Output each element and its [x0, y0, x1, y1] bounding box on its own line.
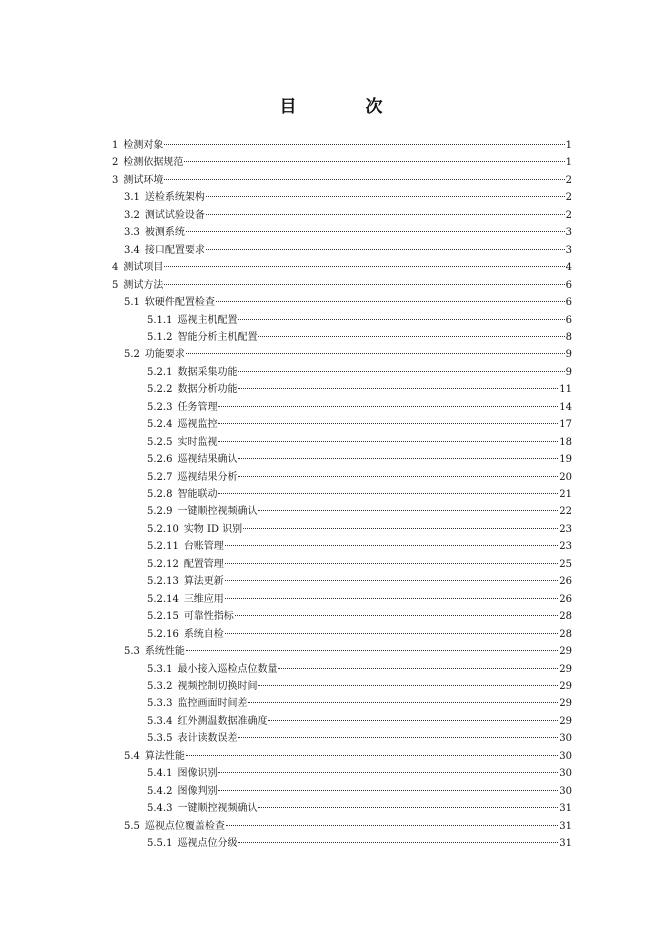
- toc-entry-title: 监控画面时间差: [177, 698, 248, 710]
- toc-entry[interactable]: [147, 835, 572, 852]
- toc-entry-number: 5.2.12: [147, 558, 179, 570]
- dot-leader: [225, 598, 558, 599]
- toc-entry[interactable]: [147, 608, 572, 625]
- toc-entry[interactable]: [147, 556, 572, 573]
- toc-entry-page: 6: [565, 314, 572, 326]
- toc-entry-title: 巡视监控: [177, 419, 218, 431]
- toc-entry[interactable]: [112, 277, 572, 294]
- dot-leader: [164, 284, 564, 285]
- toc-entry-title: 一键顺控视频确认: [177, 803, 258, 815]
- toc-entry-page: 29: [559, 698, 572, 710]
- dot-leader: [225, 545, 558, 546]
- toc-entry-number: 3.1: [124, 192, 140, 204]
- toc-entry-page: 28: [559, 611, 572, 623]
- toc-entry-title: 功能要求: [144, 349, 185, 361]
- toc-entry-title: 表计读数误差: [177, 733, 238, 745]
- dot-leader: [258, 807, 558, 808]
- toc-entry-number: 3.4: [124, 244, 140, 256]
- dot-leader: [164, 144, 564, 145]
- toc-entry[interactable]: [124, 294, 572, 311]
- toc-entry-number: 2: [112, 157, 119, 169]
- toc-entry-title: 测试项目: [123, 262, 164, 274]
- dot-leader: [268, 720, 558, 721]
- toc-entry[interactable]: [112, 137, 572, 154]
- toc-entry-title: 软硬件配置检查: [144, 297, 215, 309]
- toc-entry[interactable]: [124, 748, 572, 765]
- toc-entry[interactable]: [124, 207, 572, 224]
- toc-entry-page: 18: [559, 436, 572, 448]
- dot-leader: [238, 388, 558, 389]
- toc-entry[interactable]: [147, 416, 572, 433]
- dot-leader: [235, 615, 558, 616]
- dot-leader: [226, 825, 558, 826]
- toc-entry[interactable]: [147, 661, 572, 678]
- toc-entry-title: 测试环境: [123, 174, 164, 186]
- dot-leader: [258, 336, 564, 337]
- toc-entry-number: 5.4.2: [147, 785, 173, 797]
- toc-entry[interactable]: [147, 312, 572, 329]
- toc-entry-number: 5.2.5: [147, 436, 173, 448]
- toc-entry-page: 1: [565, 140, 572, 151]
- dot-leader: [164, 179, 564, 180]
- toc-entry-number: 5.3.3: [147, 698, 173, 710]
- toc-entry[interactable]: [147, 730, 572, 747]
- toc-entry[interactable]: [124, 643, 572, 660]
- dot-leader: [206, 249, 565, 250]
- toc-entry[interactable]: [147, 521, 572, 538]
- dot-leader: [218, 772, 558, 773]
- toc-entry-number: 5.2.2: [147, 384, 173, 396]
- toc-entry[interactable]: [147, 381, 572, 398]
- toc-entry-page: 21: [559, 489, 572, 500]
- toc-entry-number: 5.5.1: [147, 838, 173, 849]
- dot-leader: [164, 266, 564, 267]
- toc-entry[interactable]: [147, 800, 572, 817]
- dot-leader: [186, 755, 558, 756]
- dot-leader: [206, 214, 565, 215]
- toc-entry-page: 28: [559, 628, 572, 640]
- dot-leader: [218, 423, 558, 424]
- toc-entry-page: 20: [559, 471, 572, 483]
- toc-entry-page: 26: [559, 593, 572, 605]
- toc-entry-title: 算法性能: [144, 750, 185, 762]
- toc-entry-title: 可靠性指标: [183, 611, 234, 623]
- toc-entry-number: 5.3.1: [147, 663, 173, 675]
- toc-entry-number: 5.2.15: [147, 611, 179, 623]
- dot-leader: [238, 371, 564, 372]
- toc-entry-page: 8: [565, 331, 572, 343]
- toc-entry-page: 6: [565, 279, 572, 291]
- toc-entry-title: 数据分析功能: [177, 384, 238, 396]
- toc-entry-page: 2: [565, 174, 572, 186]
- dot-leader: [238, 737, 558, 738]
- dot-leader: [216, 301, 565, 302]
- dot-leader: [238, 476, 558, 477]
- toc-entry[interactable]: [147, 538, 572, 555]
- dot-leader: [218, 406, 558, 407]
- toc-entry-title: 检测依据规范: [123, 157, 184, 169]
- toc-entry-title: 实物 ID 识别: [183, 523, 243, 535]
- toc-entry[interactable]: [147, 451, 572, 468]
- toc-entry-number: 5.2.8: [147, 489, 173, 500]
- dot-leader: [225, 580, 558, 581]
- toc-entry[interactable]: [147, 591, 572, 608]
- dot-leader: [218, 441, 558, 442]
- toc-entry-title: 图像识别: [177, 768, 218, 780]
- toc-entry[interactable]: [147, 434, 572, 451]
- toc-entry-title: 巡视主机配置: [177, 314, 238, 326]
- toc-entry[interactable]: [147, 678, 572, 695]
- toc-entry-page: 3: [565, 244, 572, 256]
- toc-entry[interactable]: [147, 399, 572, 416]
- toc-entry-number: 3.3: [124, 227, 140, 239]
- toc-entry-number: 3: [112, 174, 119, 186]
- dot-leader: [184, 161, 564, 162]
- toc-entry-number: 4: [112, 262, 119, 274]
- toc-entry-number: 5: [112, 279, 119, 291]
- toc-entry[interactable]: [147, 783, 572, 800]
- toc-entry[interactable]: [147, 503, 572, 520]
- dot-leader: [186, 650, 558, 651]
- dot-leader: [278, 668, 558, 669]
- toc-entry[interactable]: [147, 469, 572, 486]
- toc-entry-title: 测试试验设备: [144, 209, 205, 221]
- dot-leader: [238, 319, 564, 320]
- toc-entry-number: 5.1.2: [147, 331, 173, 343]
- toc-entry[interactable]: [124, 189, 572, 206]
- dot-leader: [258, 510, 558, 511]
- toc-entry-title: 红外测温数据准确度: [177, 715, 268, 727]
- toc-entry-title: 一键顺控视频确认: [177, 506, 258, 518]
- toc-entry-title: 被测系统: [144, 227, 185, 239]
- dot-leader: [186, 231, 565, 232]
- toc-entry-page: 14: [559, 401, 572, 413]
- toc-entry-number: 5.2.10: [147, 523, 179, 535]
- toc-entry-number: 5.3: [124, 646, 140, 658]
- toc-entry-number: 5.4.1: [147, 768, 173, 780]
- toc-entry-page: 31: [559, 838, 572, 849]
- toc-entry-page: 31: [559, 820, 572, 832]
- dot-leader: [225, 633, 558, 634]
- toc-entry-title: 图像判别: [177, 785, 218, 797]
- toc-entry[interactable]: [124, 224, 572, 241]
- dot-leader: [258, 685, 558, 686]
- toc-entry[interactable]: [147, 626, 572, 643]
- toc-entry-number: 5.3.5: [147, 733, 173, 745]
- toc-entry-number: 5.4: [124, 750, 140, 762]
- toc-entry-page: 26: [559, 576, 572, 588]
- toc-entry-page: 29: [559, 663, 572, 675]
- toc-entry-page: 23: [559, 523, 572, 535]
- toc-entry-page: 30: [559, 785, 572, 797]
- toc-entry[interactable]: [124, 346, 572, 363]
- toc-entry-title: 视频控制切换时间: [177, 680, 258, 692]
- dot-leader: [218, 493, 558, 494]
- toc-entry-number: 5.2.1: [147, 366, 173, 378]
- toc-entry-title: 智能分析主机配置: [177, 331, 258, 343]
- toc-entry-title: 最小接入巡检点位数量: [177, 663, 278, 675]
- toc-entry[interactable]: [147, 765, 572, 782]
- toc-entry-number: 5.2.13: [147, 576, 179, 588]
- toc-entry-title: 实时监视: [177, 436, 218, 448]
- toc-entry[interactable]: [112, 154, 572, 171]
- toc-entry-title: 巡视点位分级: [177, 838, 238, 849]
- toc-entry-title: 测试方法: [123, 279, 164, 291]
- toc-entry[interactable]: [147, 364, 572, 381]
- toc-entry-page: 2: [565, 209, 572, 221]
- toc-entry[interactable]: [112, 172, 572, 189]
- toc-entry-page: 9: [565, 366, 572, 378]
- toc-entry-page: 30: [559, 768, 572, 780]
- toc-entry-page: 30: [559, 733, 572, 745]
- toc-entry-page: 22: [559, 506, 572, 518]
- dot-leader: [186, 353, 565, 354]
- toc-entry-number: 5.2: [124, 349, 140, 361]
- toc-entry-number: 5.3.4: [147, 715, 173, 727]
- toc-entry-number: 5.5: [124, 820, 140, 832]
- toc-entry[interactable]: [147, 329, 572, 346]
- toc-entry-page: 29: [559, 680, 572, 692]
- toc-entry-title: 巡视结果分析: [177, 471, 238, 483]
- toc-entry-number: 5.1: [124, 297, 140, 309]
- toc-entry-page: 23: [559, 541, 572, 553]
- dot-leader: [218, 790, 558, 791]
- toc-entry-title: 算法更新: [183, 576, 224, 588]
- toc-entry-number: 5.4.3: [147, 803, 173, 815]
- dot-leader: [225, 563, 558, 564]
- toc-entry-page: 11: [559, 384, 572, 396]
- toc-entry-number: 5.3.2: [147, 680, 173, 692]
- toc-entry[interactable]: [147, 695, 572, 712]
- toc-entry-page: 1: [565, 157, 572, 169]
- toc-entry-number: 1: [112, 140, 119, 151]
- toc-entry-title: 巡视结果确认: [177, 454, 238, 466]
- toc-entry-number: 3.2: [124, 209, 140, 221]
- toc-entry-title: 三维应用: [183, 593, 224, 605]
- toc-entry-page: 17: [559, 419, 572, 431]
- dot-leader: [238, 458, 558, 459]
- toc-entry-number: 5.2.7: [147, 471, 173, 483]
- toc-entry-page: 4: [565, 262, 572, 274]
- toc-entry-page: 3: [565, 227, 572, 239]
- toc-entry-title: 配置管理: [183, 558, 224, 570]
- toc-entry-title: 系统自检: [183, 628, 224, 640]
- toc-entry-page: 19: [559, 454, 572, 466]
- toc-entry-title: 接口配置要求: [144, 244, 205, 256]
- toc-entry-title: 数据采集功能: [177, 366, 238, 378]
- dot-leader: [206, 196, 565, 197]
- toc-entry[interactable]: [147, 486, 572, 503]
- toc-entry-title: 台账管理: [183, 541, 224, 553]
- toc-entry-page: 25: [559, 558, 572, 570]
- toc-entry-title: 送检系统架构: [144, 192, 205, 204]
- toc-entry-title: 巡视点位覆盖检查: [144, 820, 225, 832]
- toc-entry-page: 30: [559, 750, 572, 762]
- toc-entry-number: 5.2.9: [147, 506, 173, 518]
- toc-entry-page: 29: [559, 715, 572, 727]
- toc-entry-page: 9: [565, 349, 572, 361]
- toc-entry-number: 5.1.1: [147, 314, 173, 326]
- toc-entry-page: 2: [565, 192, 572, 204]
- toc-entry[interactable]: [124, 242, 572, 259]
- toc-entry[interactable]: [147, 713, 572, 730]
- toc-entry-number: 5.2.6: [147, 454, 173, 466]
- dot-leader: [243, 528, 558, 529]
- dot-leader: [248, 702, 558, 703]
- toc-entry-title: 系统性能: [144, 646, 185, 658]
- toc-entry-number: 5.2.3: [147, 401, 173, 413]
- toc-entry-title: 智能联动: [177, 489, 218, 500]
- toc-entry-number: 5.2.4: [147, 419, 173, 431]
- toc-entry-title: 检测对象: [123, 140, 164, 151]
- toc-entry-page: 6: [565, 297, 572, 309]
- dot-leader: [238, 842, 558, 843]
- toc-entry[interactable]: [112, 259, 572, 276]
- toc-entry-number: 5.2.11: [147, 541, 179, 553]
- toc-entry-page: 31: [559, 803, 572, 815]
- toc-entry-title: 任务管理: [177, 401, 218, 413]
- toc-entry-page: 29: [559, 646, 572, 658]
- toc-title: 目 次: [279, 97, 409, 117]
- toc-entry-number: 5.2.14: [147, 593, 179, 605]
- toc-entry-number: 5.2.16: [147, 628, 179, 640]
- toc-entry[interactable]: [124, 818, 572, 835]
- toc-entry[interactable]: [147, 573, 572, 590]
